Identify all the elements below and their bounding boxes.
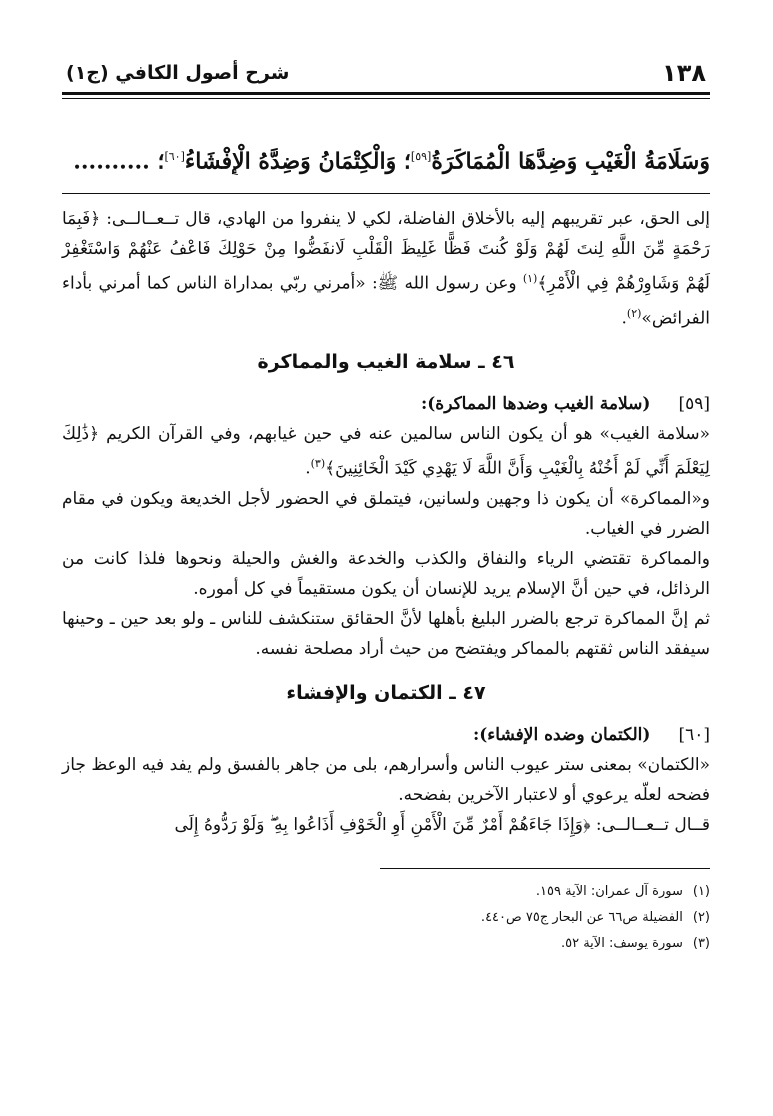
intro-quran-verse: ﴿فَبِمَا رَحْمَةٍ مِّنَ اللَّهِ لِنتَ لَهُمْ وَلَوْ كُنتَ فَظًّا غَلِيظَ الْقَلْبِ لَانفَضُّوا مِنْ حَوْلِكَ فَاعْفُ عَنْهُمْ وَاسْتَغْفِرْ لَهُمْ وَشَاوِرْهُمْ فِي الْأَمْرِ﴾	[62, 209, 710, 294]
p1-end: .	[305, 458, 311, 479]
running-header	[62, 52, 710, 88]
intro-end: .	[621, 308, 627, 329]
section-heading-47: ٤٧ ـ الكتمان والإفشاء	[286, 681, 486, 704]
intro-line-1: إلى الحق، عبر تقريبهم إليه بالأخلاق الفاضلة، لكي لا ينفروا من الهادي، قال	[185, 209, 710, 229]
matn-part-1: وَسَلَامَةُ الْغَيْبِ وَضِدَّهَا الْمُمَاكَرَةُ	[431, 148, 710, 175]
intro-ayah-lead: تــعــالــى:	[100, 209, 180, 229]
p1-footnote-ref-3: (٣)	[310, 457, 326, 471]
p1-text: «سلامة الغيب» هو أن يكون الناس سالمين عنه في حين غيابهم، وفي القرآن الكريم	[99, 424, 710, 445]
footnote-number: (٣)	[692, 935, 710, 951]
paragraph-kitman-ayah	[62, 810, 710, 840]
p2-lead: قــال تــعــالــى:	[590, 814, 710, 835]
entry-head-59	[62, 389, 710, 419]
entry-number-59: [٥٩]	[678, 394, 710, 415]
paragraph-mumakara-harm: ثم إنَّ المماكرة ترجع بالضرر البليغ بأهلها لأنَّ الحقائق ستنكشف للناس ـ ولو بعد حين ـ وحينها سيفقد الناس ثقتهم بالمماكر ويفتضح من حيث أراد مصلحة نفسه.	[62, 608, 710, 659]
header-rule	[62, 92, 710, 99]
matn-ref-59: [٥٩]	[410, 150, 432, 163]
paragraph-mumakara-definition: و«المماكرة» أن يكون ذا وجهين ولسانين، فيتملق في الحضور لأجل الخديعة ويكون في مقام الضرر في الغياب.	[62, 488, 710, 539]
paragraph-salamat-al-ghayb	[62, 419, 710, 484]
intro-footnote-ref-2: (٢)	[626, 306, 642, 320]
footnote-text: الفضيلة ص٦٦ عن البحار ج٧٥ ص٤٤٠.	[480, 909, 683, 925]
matn-tail: ؛ ..........	[73, 148, 165, 175]
entry-head-60	[62, 720, 710, 750]
matn-ref-60: [٦٠]	[164, 150, 185, 163]
footnote-number: (١)	[692, 883, 710, 899]
footnote-list	[62, 879, 710, 957]
paragraph-mumakara-effects: والمماكرة تقتضي الرياء والنفاق والكذب والخدعة والغش والحيلة ونحوها فلذا كانت من الرذائل، في حين أنَّ الإسلام يريد للإنسان أن يكون مستقيماً في كل أموره.	[62, 548, 710, 599]
p2-quran-verse: ﴿وَإِذَا جَاءَهُمْ أَمْرٌ مِّنَ الْأَمْنِ أَوِ الْخَوْفِ أَذَاعُوا بِهِ ۖ وَلَوْ رَدُّوهُ إِلَى	[174, 814, 591, 835]
footnote-item	[62, 931, 710, 957]
intro-hadith: وعن رسول الله ﷺ: «أمرني ربّي بمداراة الناس كما أمرني بأداء الفرائض»	[62, 273, 710, 329]
entry-title-59: (سلامة الغيب وضدها المماكرة):	[420, 394, 651, 415]
footnotes	[62, 868, 710, 957]
footnote-item	[62, 879, 710, 905]
commentary-body	[62, 204, 710, 840]
book-page	[62, 52, 710, 957]
footnote-text: سورة آل عمران: الآية ١٥٩.	[535, 883, 683, 899]
footnote-item	[62, 905, 710, 931]
footnote-number: (٢)	[692, 909, 710, 925]
intro-paragraph	[62, 204, 710, 333]
matn-part-2: ؛ وَالْكِتْمَانُ وَضِدَّهُ الْإِفْشَاءُ	[184, 148, 411, 175]
entry-title-60: (الكتمان وضده الإفشاء):	[472, 724, 651, 745]
page-number: ١٣٨	[662, 59, 706, 87]
book-title: شرح أصول الكافي (ج١)	[66, 62, 290, 84]
section-heading-46: ٤٦ ـ سلامة الغيب والمماكرة	[257, 351, 515, 374]
matn-rule	[62, 193, 710, 194]
entry-number-60: [٦٠]	[678, 724, 710, 745]
p1-quran-verse: ﴿ذَٰلِكَ لِيَعْلَمَ أَنِّي لَمْ أَخُنْهُ بِالْغَيْبِ وَأَنَّ اللَّهَ لَا يَهْدِي كَيْدَ الْخَائِنِينَ﴾	[62, 424, 710, 479]
matn-text	[62, 139, 710, 175]
footnote-rule	[380, 868, 710, 869]
intro-footnote-ref-1: (١)	[522, 272, 538, 285]
paragraph-kitman-definition: «الكتمان» بمعنى ستر عيوب الناس وأسرارهم، بلى من جاهر بالفسق ولم يفد فيه الوعظ جاز فضحه لعلّه يرعوي أو لاعتبار الآخرين بفضحه.	[62, 754, 710, 805]
footnote-text: سورة يوسف: الآية ٥٢.	[560, 935, 683, 951]
